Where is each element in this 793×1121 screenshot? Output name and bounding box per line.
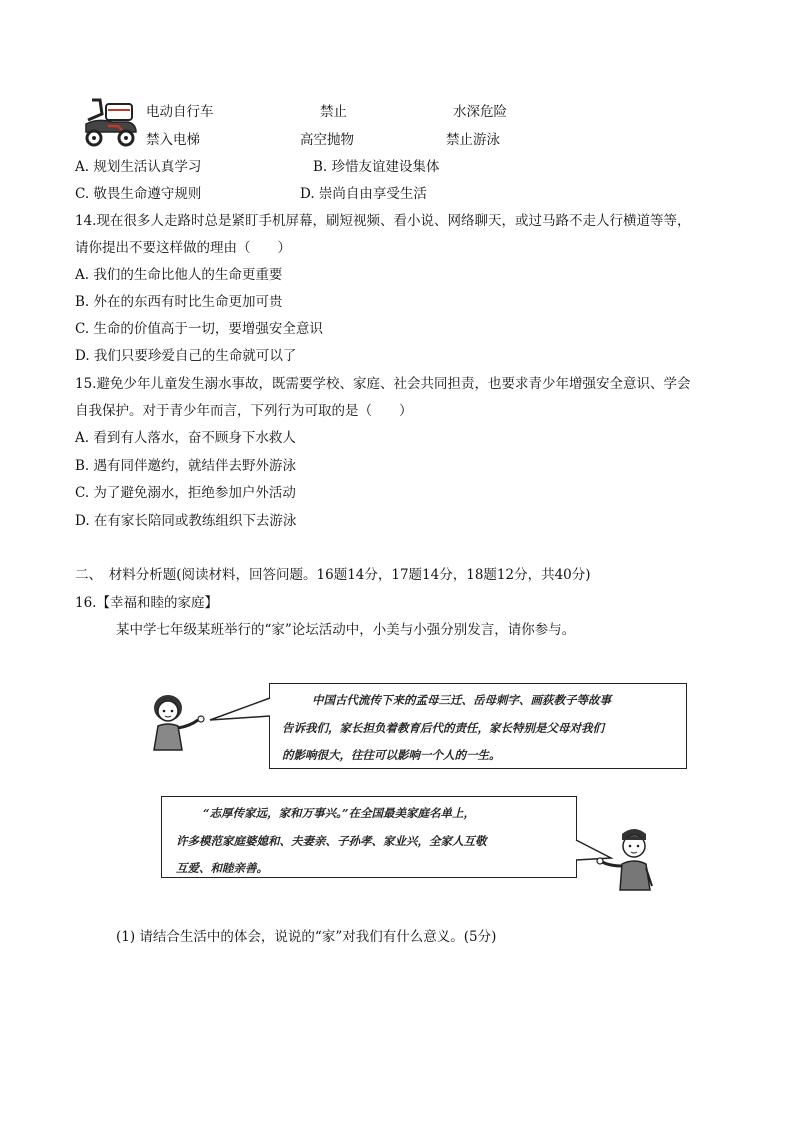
bubble1-line1: 中国古代流传下来的孟母三迁、岳母刺字、画荻教子等故事 — [312, 693, 611, 707]
q14-option-a: A. 我们的生命比他人的生命更重要 — [75, 267, 283, 283]
q15-option-a: A. 看到有人落水，奋不顾身下水救人 — [75, 430, 296, 446]
sign-forbid-label: 禁止 — [320, 104, 347, 120]
q15-stem-line2: 自我保护。对于青少年而言，下列行为可取的是（ ） — [75, 403, 413, 419]
sign-deep-water-label: 水深危险 — [453, 104, 507, 120]
q14-option-b: B. 外在的东西有时比生命更加可贵 — [75, 294, 283, 310]
q15-option-b: B. 遇有同伴邀约，就结伴去野外游泳 — [75, 458, 297, 474]
bubble2-line1: “志厚传家远，家和万事兴。”在全国最美家庭名单上， — [203, 806, 475, 820]
q14-option-d: D. 我们只要珍爱自己的生命就可以了 — [75, 348, 297, 364]
section2-heading: 二、 材料分析题(阅读材料，回答问题。16题14分，17题14分，18题12分，共40分) — [75, 567, 591, 583]
bubble1-line3: 的影响很大，往往可以影响一个人的一生。 — [282, 748, 501, 762]
q13-option-d: D. 崇尚自由享受生活 — [300, 186, 427, 202]
bubble2-line3: 互爱、和睦亲善。 — [176, 861, 268, 875]
bubble2-line2: 许多模范家庭婆媳和、夫妻亲、子孙孝、家业兴，全家人互敬 — [176, 834, 487, 848]
q14-option-c: C. 生命的价值高于一切，要增强安全意识 — [75, 321, 323, 337]
bubble1-line2: 告诉我们，家长担负着教育后代的责任，家长特别是父母对我们 — [282, 721, 604, 735]
q15-stem-line1: 15.避免少年儿童发生溺水事故，既需要学校、家庭、社会共同担责，也要求青少年增强安全意识、学会 — [75, 376, 691, 392]
q14-stem-line2: 请你提出不要这样做的理由（ ） — [75, 240, 291, 256]
q15-option-c: C. 为了避免溺水，拒绝参加户外活动 — [75, 485, 296, 501]
q16-intro: 某中学七年级某班举行的“家”论坛活动中，小美与小强分别发言，请你参与。 — [116, 622, 576, 638]
sign-ebike-label: 电动自行车 — [146, 104, 214, 120]
ebike-scooter-icon — [78, 96, 142, 148]
speech-bubble-girl-tail — [206, 690, 272, 740]
sign-no-elevator-label: 禁入电梯 — [146, 132, 200, 148]
q15-option-d: D. 在有家长陪同或教练组织下去游泳 — [75, 513, 297, 529]
q13-option-b: B. 珍惜友谊建设集体 — [313, 159, 440, 175]
girl-speaker-illustration — [146, 692, 212, 752]
q13-option-a: A. 规划生活认真学习 — [75, 159, 202, 175]
sign-no-swimming-label: 禁止游泳 — [446, 132, 500, 148]
q16-title: 16.【幸福和睦的家庭】 — [75, 595, 218, 611]
q14-stem-line1: 14.现在很多人走路时总是紧盯手机屏幕，刷短视频、看小说、网络聊天，或过马路不走人行横道等等， — [75, 213, 691, 229]
boy-speaker-illustration — [596, 826, 668, 892]
sign-no-throwing-label: 高空抛物 — [300, 132, 354, 148]
q16-subquestion-1: (1) 请结合生活中的体会，说说的“家”对我们有什么意义。(5分) — [116, 929, 497, 945]
q13-option-c: C. 敬畏生命遵守规则 — [75, 186, 202, 202]
